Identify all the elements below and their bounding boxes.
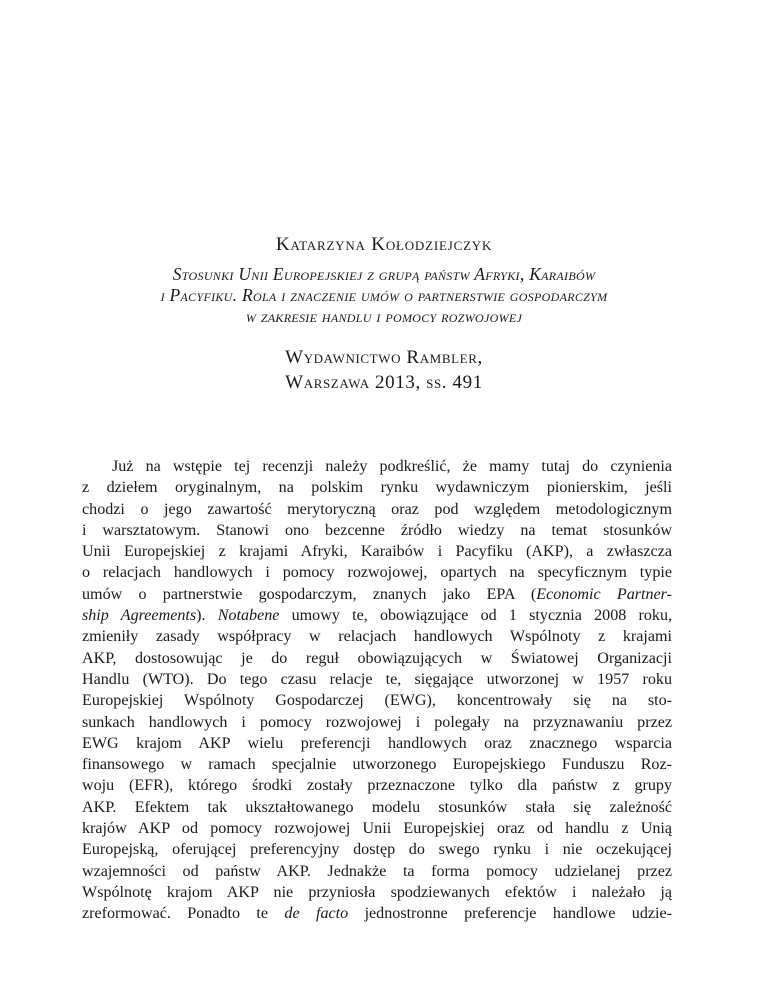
body-line: finansowego w ramach specjalnie utworzonego Europejskiego Funduszu Roz- bbox=[82, 756, 672, 774]
body-line: z dziełem oryginalnym, na polskim rynku wydawniczym pionierskim, jeśli bbox=[82, 479, 672, 497]
body-text: jednostronne preferencje handlowe udzie- bbox=[348, 905, 672, 923]
body-line: Handlu (WTO). Do tego czasu relacje te, sięgające utworzonej w 1957 roku bbox=[82, 670, 672, 688]
body-line: zmieniły zasady współpracy w relacjach handlowych Wspólnoty z krajami bbox=[82, 628, 672, 646]
body-line: EWG krajom AKP wielu preferencji handlowych oraz znacznego wsparcia bbox=[82, 734, 672, 752]
body-line: krajów AKP od pomocy rozwojowej Unii Europejskiej oraz od handlu z Unią bbox=[82, 820, 672, 838]
body-line: AKP, dostosowując je do reguł obowiązujących w Światowej Organizacji bbox=[82, 649, 672, 667]
italic-term: ship Agreements bbox=[82, 607, 197, 625]
publication-info bbox=[0, 345, 768, 395]
body-line: wzajemności od państw AKP. Jednakże ta forma pomocy udzielanej przez bbox=[82, 862, 672, 880]
review-body bbox=[82, 456, 672, 925]
body-line: o relacjach handlowych i pomocy rozwojowej, opartych na specyficznym typie bbox=[82, 564, 672, 582]
body-line: Wspólnotę krajom AKP nie przyniosła spodziewanych efektów i należało ją bbox=[82, 883, 672, 901]
body-line bbox=[82, 584, 672, 605]
body-text: ). bbox=[196, 607, 218, 625]
body-line: Już na wstępie tej recenzji należy podkreślić, że mamy tutaj do czynienia bbox=[112, 458, 672, 475]
italic-term: de facto bbox=[284, 905, 349, 923]
book-title-line: Stosunki Unii Europejskiej z grupą państw Afryki, Karaibów bbox=[172, 264, 596, 284]
italic-term: Notabene bbox=[217, 607, 280, 625]
review-header bbox=[0, 232, 768, 395]
body-line: sunkach handlowych i pomocy rozwojowej i polegały na przyznawaniu przez bbox=[82, 713, 672, 731]
body-line: Europejską, oferującej preferencyjny dostęp do swego rynku i nie oczekującej bbox=[82, 841, 672, 859]
body-text: umowy te, obowiązujące od 1 stycznia 2008 roku, bbox=[279, 607, 673, 625]
body-line bbox=[82, 605, 672, 626]
body-text: zreformować. Ponadto te bbox=[82, 905, 285, 923]
body-line: Unii Europejskiej z krajami Afryki, Karaibów i Pacyfiku (AKP), a zwłaszcza bbox=[82, 543, 672, 561]
publisher: Wydawnictwo Rambler, bbox=[285, 347, 483, 368]
book-title-line: i Pacyfiku. Rola i znaczenie umów o partnerstwie gospodarczym bbox=[160, 285, 608, 305]
body-line: chodzi o jego zawartość merytoryczną oraz pod względem metodologicznym bbox=[82, 500, 672, 518]
book-title-line: w zakresie handlu i pomocy rozwojowej bbox=[245, 306, 523, 326]
book-author: Katarzyna Kołodziejczyk bbox=[275, 234, 493, 255]
body-line: woju (EFR), którego środki zostały przeznaczone tylko dla państw z grupy bbox=[82, 777, 672, 795]
body-line: Europejskiej Wspólnoty Gospodarczej (EWG), koncentrowały się na sto- bbox=[82, 692, 672, 710]
body-line bbox=[82, 903, 672, 924]
body-line: i warsztatowym. Stanowi ono bezcenne źródło wiedzy na temat stosunków bbox=[82, 521, 672, 539]
book-title bbox=[0, 264, 768, 327]
italic-term: Economic Partner- bbox=[536, 585, 672, 603]
body-line: AKP. Efektem tak ukształtowanego modelu stosunków stała się zależność bbox=[82, 798, 672, 816]
place-year-pages: Warszawa 2013, ss. 491 bbox=[285, 372, 483, 393]
body-text: umów o partnerstwie gospodarczym, znanych jako EPA ( bbox=[82, 585, 537, 603]
